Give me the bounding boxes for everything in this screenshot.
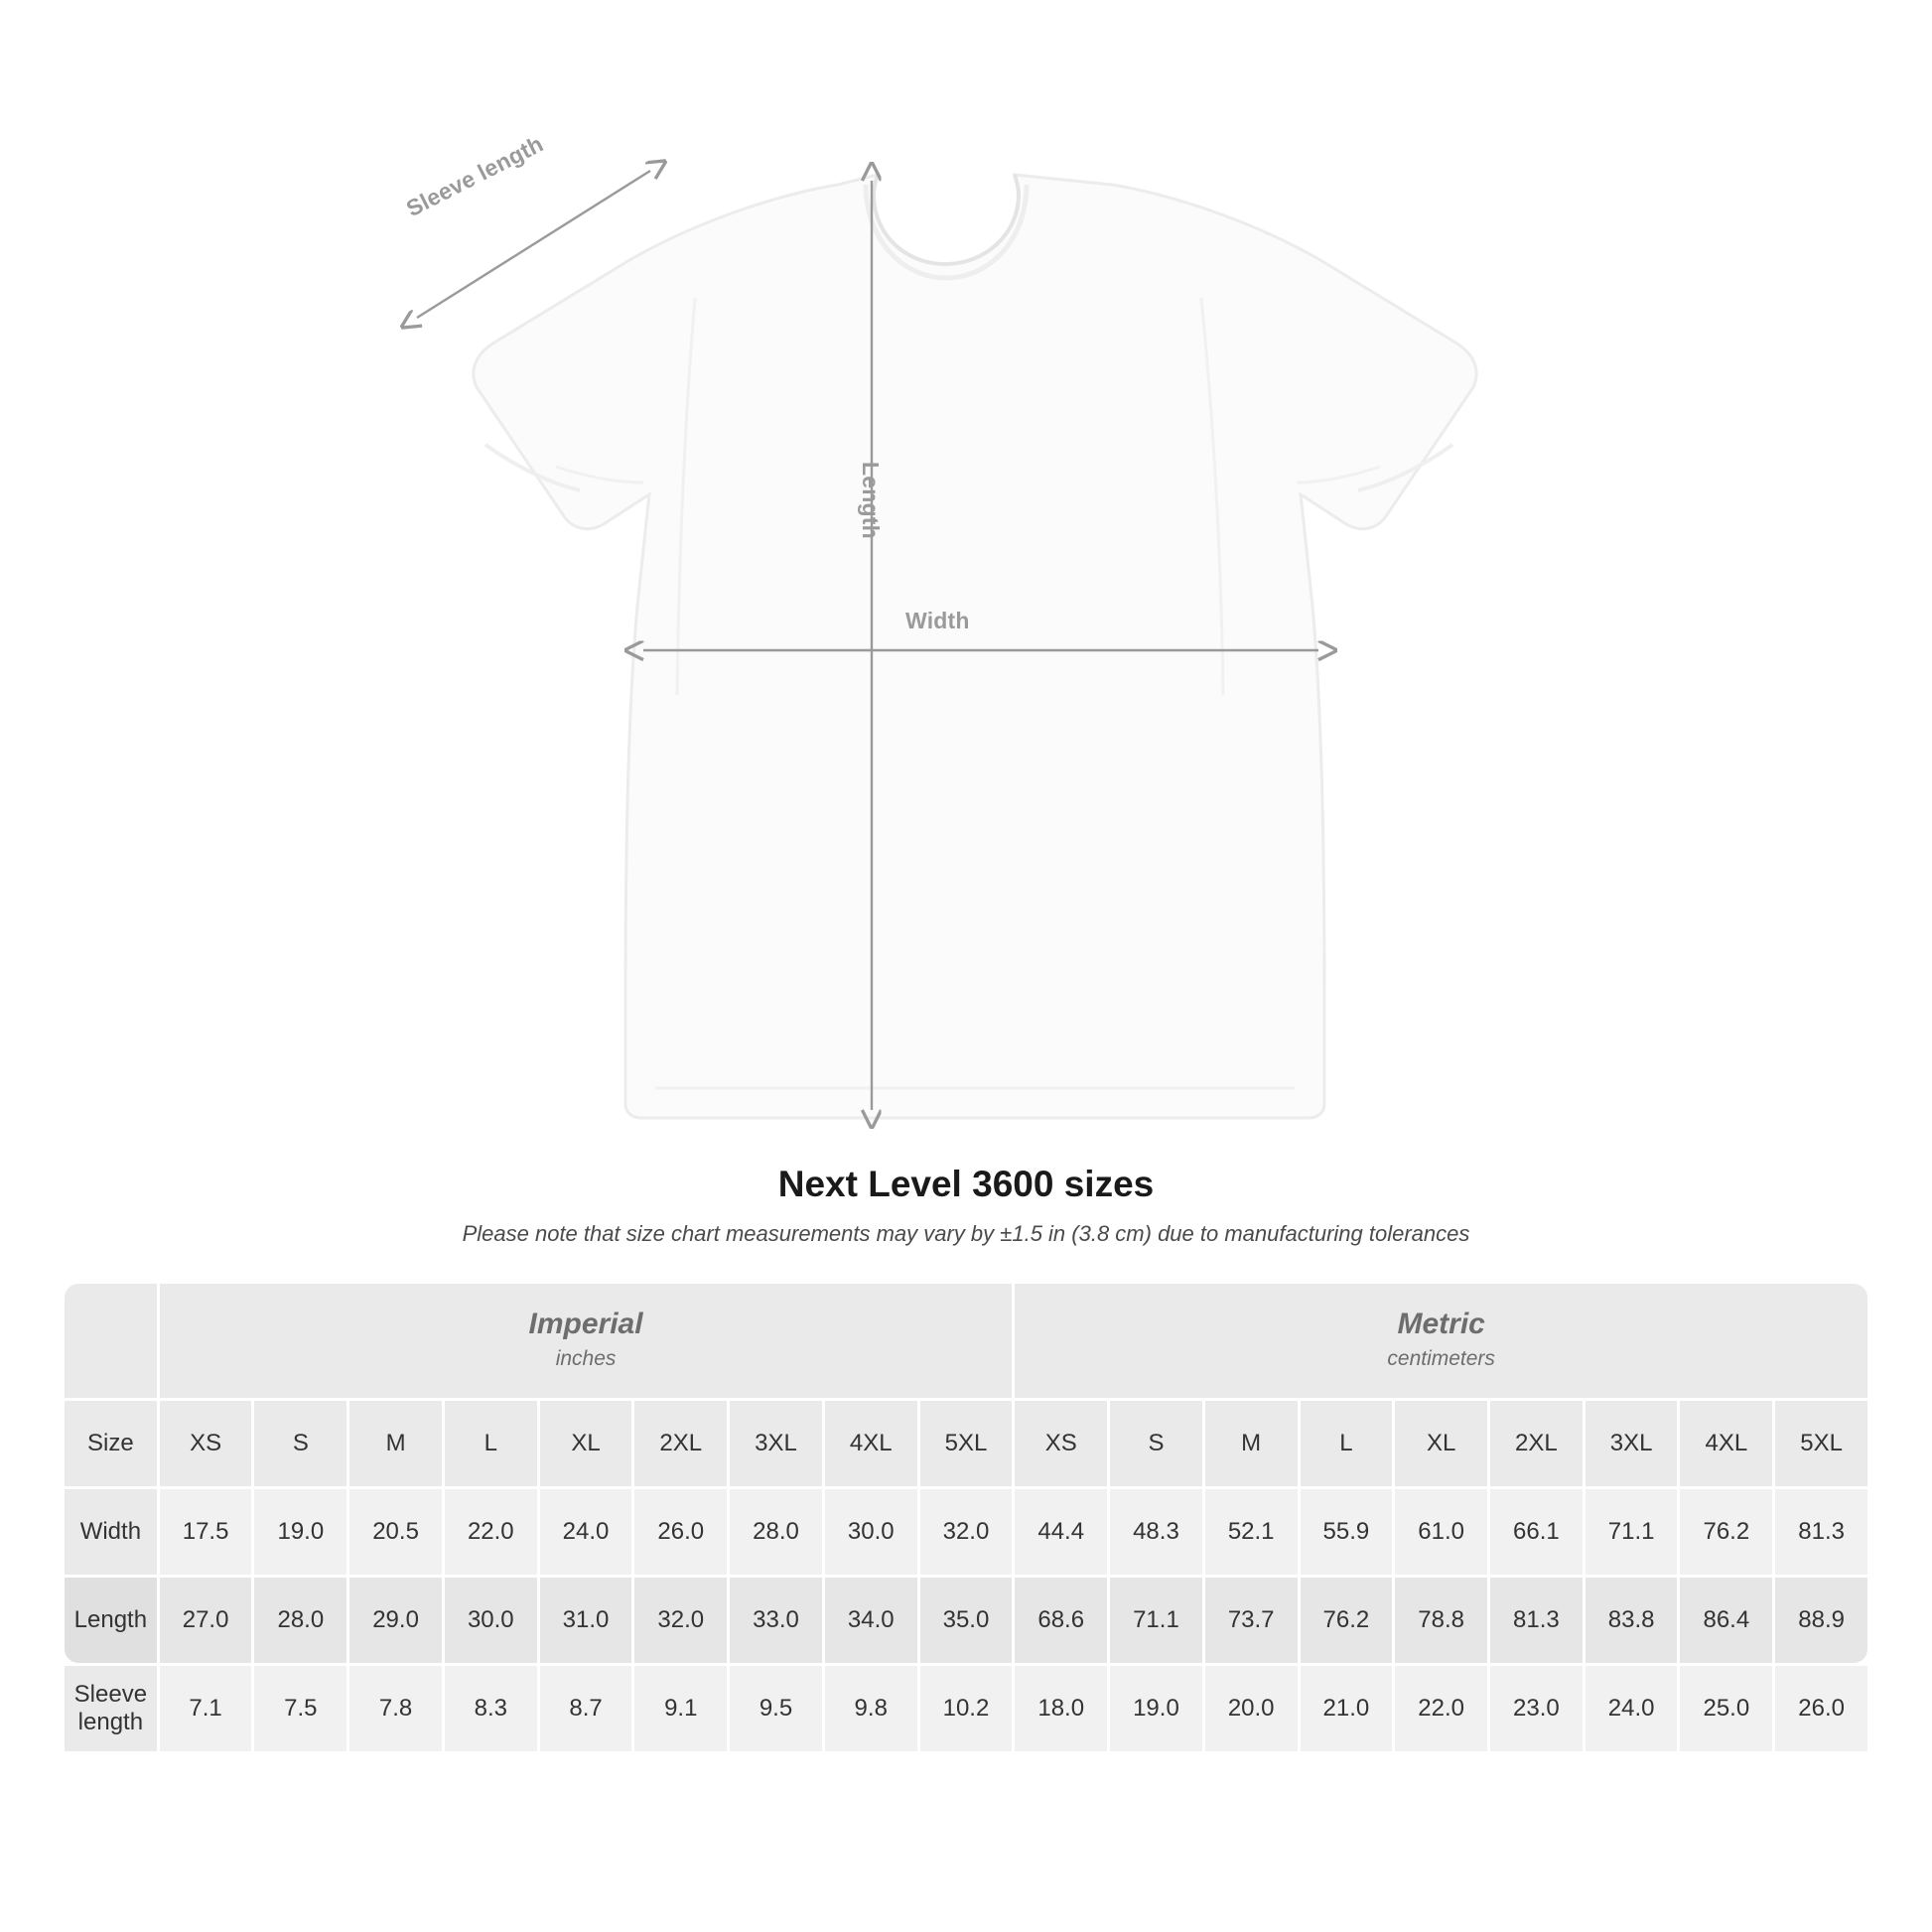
cell-length-metric-xl: 78.8 [1395, 1578, 1487, 1663]
cell-sleeve-length-metric-m: 20.0 [1205, 1666, 1298, 1751]
size-chart-table-wrap [62, 1281, 1870, 1754]
cell-length-metric-2xl: 81.3 [1490, 1578, 1583, 1663]
length-label: Length [858, 462, 884, 539]
sleeve-length-label: Sleeve length [402, 130, 548, 222]
cell-width-imperial-3xl: 28.0 [730, 1489, 822, 1575]
cell-sleeve-length-imperial-4xl: 9.8 [825, 1666, 917, 1751]
cell-length-imperial-4xl: 34.0 [825, 1578, 917, 1663]
cell-length-imperial-xl: 31.0 [540, 1578, 632, 1663]
size-header-imperial-3xl: 3XL [730, 1401, 822, 1486]
cell-width-imperial-xs: 17.5 [160, 1489, 252, 1575]
size-header-metric-l: L [1301, 1401, 1393, 1486]
title-block [0, 1164, 1932, 1247]
row-header-sleeve-length: Sleeve length [65, 1666, 157, 1751]
cell-sleeve-length-metric-xs: 18.0 [1015, 1666, 1107, 1751]
cell-width-metric-4xl: 76.2 [1680, 1489, 1772, 1575]
cell-length-imperial-m: 29.0 [349, 1578, 442, 1663]
cell-length-imperial-3xl: 33.0 [730, 1578, 822, 1663]
cell-length-metric-s: 71.1 [1110, 1578, 1202, 1663]
cell-sleeve-length-imperial-3xl: 9.5 [730, 1666, 822, 1751]
cell-sleeve-length-metric-5xl: 26.0 [1775, 1666, 1867, 1751]
cell-length-imperial-xs: 27.0 [160, 1578, 252, 1663]
cell-width-imperial-4xl: 30.0 [825, 1489, 917, 1575]
size-header-imperial-m: M [349, 1401, 442, 1486]
size-header-metric-2xl: 2XL [1490, 1401, 1583, 1486]
cell-width-imperial-xl: 24.0 [540, 1489, 632, 1575]
cell-sleeve-length-imperial-xs: 7.1 [160, 1666, 252, 1751]
table-row [65, 1666, 1867, 1751]
size-header-metric-5xl: 5XL [1775, 1401, 1867, 1486]
row-header-length: Length [65, 1578, 157, 1663]
cell-length-metric-xs: 68.6 [1015, 1578, 1107, 1663]
size-header-metric-xl: XL [1395, 1401, 1487, 1486]
size-header-imperial-4xl: 4XL [825, 1401, 917, 1486]
row-header-width: Width [65, 1489, 157, 1575]
cell-length-metric-5xl: 88.9 [1775, 1578, 1867, 1663]
cell-width-imperial-m: 20.5 [349, 1489, 442, 1575]
cell-sleeve-length-imperial-xl: 8.7 [540, 1666, 632, 1751]
cell-sleeve-length-metric-l: 21.0 [1301, 1666, 1393, 1751]
table-size-header-row [65, 1401, 1867, 1486]
width-label: Width [905, 608, 970, 633]
cell-width-metric-2xl: 66.1 [1490, 1489, 1583, 1575]
page-title: Next Level 3600 sizes [777, 1164, 1155, 1204]
cell-width-imperial-l: 22.0 [445, 1489, 537, 1575]
size-header-imperial-xl: XL [540, 1401, 632, 1486]
unit-name: Imperial [528, 1308, 643, 1340]
cell-length-metric-m: 73.7 [1205, 1578, 1298, 1663]
unit-name: Metric [1397, 1308, 1485, 1340]
cell-length-metric-3xl: 83.8 [1586, 1578, 1678, 1663]
cell-sleeve-length-metric-4xl: 25.0 [1680, 1666, 1772, 1751]
unit-header-metric [1015, 1284, 1867, 1398]
cell-width-metric-xl: 61.0 [1395, 1489, 1487, 1575]
cell-sleeve-length-metric-3xl: 24.0 [1586, 1666, 1678, 1751]
size-header-imperial-5xl: 5XL [920, 1401, 1013, 1486]
cell-sleeve-length-imperial-l: 8.3 [445, 1666, 537, 1751]
size-column-header: Size [65, 1401, 157, 1486]
cell-width-metric-xs: 44.4 [1015, 1489, 1107, 1575]
size-header-imperial-s: S [254, 1401, 346, 1486]
size-header-metric-m: M [1205, 1401, 1298, 1486]
size-chart-table [62, 1281, 1870, 1754]
cell-sleeve-length-imperial-m: 7.8 [349, 1666, 442, 1751]
size-header-imperial-xs: XS [160, 1401, 252, 1486]
cell-width-imperial-5xl: 32.0 [920, 1489, 1013, 1575]
size-header-metric-3xl: 3XL [1586, 1401, 1678, 1486]
table-row [65, 1489, 1867, 1575]
table-unit-header-row [65, 1284, 1867, 1398]
cell-length-metric-4xl: 86.4 [1680, 1578, 1772, 1663]
cell-sleeve-length-metric-2xl: 23.0 [1490, 1666, 1583, 1751]
size-header-metric-4xl: 4XL [1680, 1401, 1772, 1486]
cell-width-metric-m: 52.1 [1205, 1489, 1298, 1575]
unit-header-imperial [160, 1284, 1013, 1398]
cell-sleeve-length-metric-s: 19.0 [1110, 1666, 1202, 1751]
cell-length-imperial-l: 30.0 [445, 1578, 537, 1663]
cell-length-imperial-5xl: 35.0 [920, 1578, 1013, 1663]
cell-width-metric-l: 55.9 [1301, 1489, 1393, 1575]
cell-width-metric-5xl: 81.3 [1775, 1489, 1867, 1575]
size-header-metric-s: S [1110, 1401, 1202, 1486]
table-corner-cell [65, 1284, 157, 1398]
cell-sleeve-length-imperial-5xl: 10.2 [920, 1666, 1013, 1751]
cell-length-imperial-s: 28.0 [254, 1578, 346, 1663]
size-header-metric-xs: XS [1015, 1401, 1107, 1486]
cell-length-metric-l: 76.2 [1301, 1578, 1393, 1663]
size-header-imperial-2xl: 2XL [634, 1401, 727, 1486]
unit-subtitle: inches [555, 1346, 617, 1370]
cell-length-imperial-2xl: 32.0 [634, 1578, 727, 1663]
cell-sleeve-length-metric-xl: 22.0 [1395, 1666, 1487, 1751]
tolerance-note: Please note that size chart measurements may vary by ±1.5 in (3.8 cm) due to manufacturing tolerances [462, 1221, 1470, 1246]
cell-width-metric-s: 48.3 [1110, 1489, 1202, 1575]
cell-width-imperial-2xl: 26.0 [634, 1489, 727, 1575]
unit-subtitle: centimeters [1387, 1346, 1495, 1370]
size-header-imperial-l: L [445, 1401, 537, 1486]
cell-width-metric-3xl: 71.1 [1586, 1489, 1678, 1575]
cell-sleeve-length-imperial-s: 7.5 [254, 1666, 346, 1751]
cell-sleeve-length-imperial-2xl: 9.1 [634, 1666, 727, 1751]
table-row [65, 1578, 1867, 1663]
cell-width-imperial-s: 19.0 [254, 1489, 346, 1575]
